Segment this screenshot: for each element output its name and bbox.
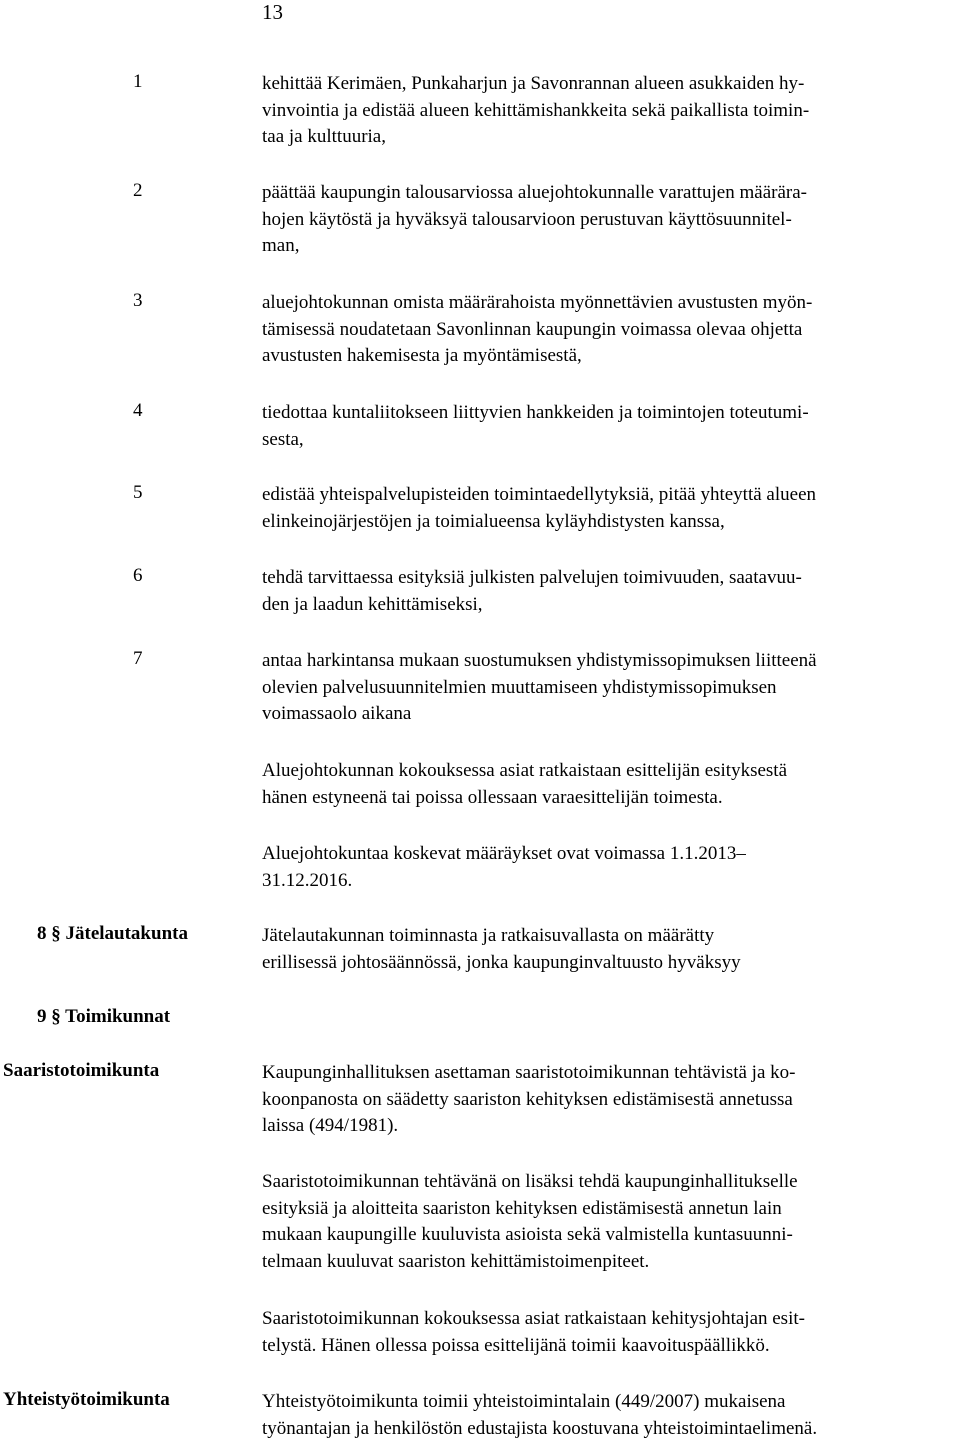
subsection-label: Saaristotoimikunta	[3, 1060, 160, 1081]
paragraph	[262, 1060, 795, 1140]
list-item-line: taa ja kulttuuria,	[262, 126, 386, 147]
paragraph-line: Yhteistyötoimikunta toimii yhteistoimintalain (449/2007) mukaisena	[262, 1391, 786, 1412]
list-item-line: olevien palvelusuunnitelmien muuttamiseen yhdistymissopimuksen	[262, 676, 777, 698]
list-item-number: 6	[133, 565, 143, 586]
paragraph-line: telmaan kuuluvat saariston kehittämistoimenpiteet.	[262, 1250, 650, 1272]
list-item-number: 7	[133, 648, 143, 669]
list-item-line: tehdä tarvittaessa esityksiä julkisten palvelujen toimivuuden, saatavuu-	[262, 567, 802, 588]
section-heading: 9 § Toimikunnat	[37, 1006, 171, 1027]
section-8-text	[262, 923, 741, 976]
paragraph-line: Aluejohtokuntaa koskevat määräykset ovat voimassa 1.1.2013–	[262, 843, 746, 864]
list-item-line: elinkeinojärjestöjen ja toimialueensa kyläyhdistysten kanssa,	[262, 510, 725, 532]
list-item-line: aluejohtokunnan omista määrärahoista myönnettävien avustusten myön-	[262, 292, 813, 313]
paragraph-line: Jätelautakunnan toiminnasta ja ratkaisuvallasta on määrätty	[262, 925, 715, 946]
paragraph-line: laissa (494/1981).	[262, 1115, 399, 1136]
list-item-number: 2	[133, 180, 143, 201]
paragraph-line: koonpanosta on säädetty saariston kehityksen edistämisestä annetussa	[262, 1088, 793, 1110]
list-item-line: kehittää Kerimäen, Punkaharjun ja Savonrannan alueen asukkaiden hy-	[262, 73, 805, 94]
list-item	[262, 290, 812, 370]
paragraph-line: Saaristotoimikunnan tehtävänä on lisäksi tehdä kaupunginhallitukselle	[262, 1171, 798, 1192]
list-item-line: avustusten hakemisesta ja myöntämisestä,	[262, 345, 582, 366]
paragraph-line: hänen estyneenä tai poissa ollessaan varaesittelijän toimesta.	[262, 786, 723, 808]
list-item-number: 4	[133, 400, 143, 421]
paragraph-line: Saaristotoimikunnan kokouksessa asiat ratkaistaan kehitysjohtajan esit-	[262, 1308, 805, 1329]
section-heading: 8 § Jätelautakunta	[37, 923, 188, 944]
paragraph-line: telystä. Hänen ollessa poissa esittelijänä toimii kaavoituspäällikkö.	[262, 1334, 770, 1356]
paragraph	[262, 1306, 805, 1359]
list-item-number: 3	[133, 290, 143, 311]
list-item-line: tiedottaa kuntaliitokseen liittyvien hankkeiden ja toimintojen toteutumi-	[262, 402, 809, 423]
list-item-number: 5	[133, 482, 143, 503]
list-item	[262, 71, 809, 151]
list-item-line: man,	[262, 235, 300, 256]
paragraph-line: Kaupunginhallituksen asettaman saaristotoimikunnan tehtävistä ja ko-	[262, 1062, 796, 1083]
paragraph-line: esityksiä ja aloitteita saariston kehityksen edistämisestä annetun lain	[262, 1197, 782, 1219]
list-item-number: 1	[133, 71, 143, 92]
paragraph	[262, 841, 746, 894]
paragraph-line: mukaan kaupungille kuuluvista asioista sekä valmistella kuntasuunni-	[262, 1224, 793, 1245]
subsection-label: Yhteistyötoimikunta	[3, 1389, 170, 1410]
list-item-line: tämisessä noudatetaan Savonlinnan kaupungin voimassa olevaa ohjetta	[262, 318, 803, 340]
list-item	[262, 482, 816, 535]
paragraph-line: erillisessä johtosäännössä, jonka kaupunginvaltuusto hyväksyy	[262, 951, 741, 973]
paragraph	[262, 758, 787, 811]
list-item-line: päättää kaupungin talousarviossa aluejohtokunnalle varattujen määrära-	[262, 182, 807, 203]
list-item	[262, 400, 809, 453]
paragraph-line: 31.12.2016.	[262, 869, 353, 891]
list-item-line: vinvointia ja edistää alueen kehittämishankkeita sekä paikallista toimin-	[262, 99, 810, 121]
paragraph	[262, 1389, 817, 1442]
paragraph-line: Aluejohtokunnan kokouksessa asiat ratkaistaan esittelijän esityksestä	[262, 760, 788, 781]
list-item	[262, 565, 802, 618]
paragraph	[262, 1169, 798, 1275]
list-item	[262, 648, 817, 728]
list-item	[262, 180, 807, 260]
list-item-line: voimassaolo aikana	[262, 703, 412, 724]
list-item-line: edistää yhteispalvelupisteiden toimintaedellytyksiä, pitää yhteyttä alueen	[262, 484, 816, 505]
list-item-line: antaa harkintansa mukaan suostumuksen yhdistymissopimuksen liitteenä	[262, 650, 817, 671]
paragraph-line: työnantajan ja henkilöstön edustajista koostuvana yhteistoimintaelimenä.	[262, 1417, 818, 1439]
list-item-line: den ja laadun kehittämiseksi,	[262, 593, 483, 615]
list-item-line: sesta,	[262, 428, 304, 450]
page-number: 13	[262, 0, 283, 24]
list-item-line: hojen käytöstä ja hyväksyä talousarvioon perustuvan käyttösuunnitel-	[262, 208, 792, 230]
